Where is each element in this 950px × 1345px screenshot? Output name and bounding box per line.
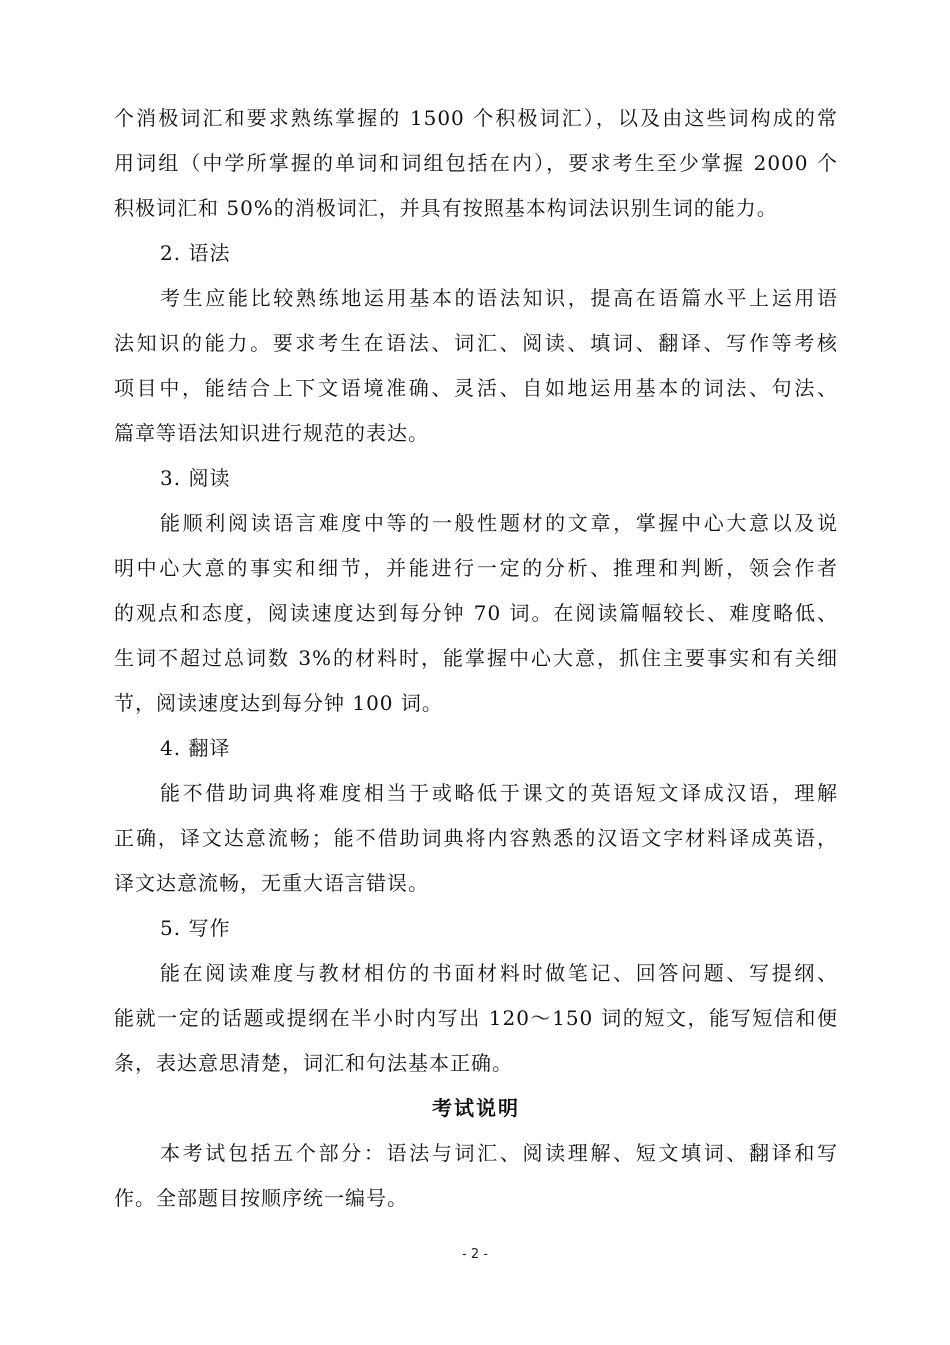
paragraph-line: 法知识的能力。要求考生在语法、词汇、阅读、填词、翻译、写作等考核: [114, 331, 838, 355]
paragraph-line: 能在阅读难度与教材相仿的书面材料时做笔记、回答问题、写提纲、: [160, 961, 838, 985]
section-heading-translation: 4. 翻译: [160, 736, 231, 760]
section-heading-grammar: 2. 语法: [160, 241, 231, 265]
paragraph-line: 能就一定的话题或提纲在半小时内写出 120～150 词的短文，能写短信和便: [114, 1006, 838, 1030]
section-heading-writing: 5. 写作: [160, 916, 231, 940]
paragraph-line: 明中心大意的事实和细节，并能进行一定的分析、推理和判断，领会作者: [114, 556, 838, 580]
section-heading-reading: 3. 阅读: [160, 466, 231, 490]
paragraph-line: 能不借助词典将难度相当于或略低于课文的英语短文译成汉语，理解: [160, 781, 838, 805]
paragraph-line: 正确，译文达意流畅；能不借助词典将内容熟悉的汉语文字材料译成英语，: [114, 826, 838, 850]
page-number: - 2 -: [462, 1247, 488, 1262]
paragraph-line: 篇章等语法知识进行规范的表达。: [114, 421, 429, 445]
paragraph-line: 用词组（中学所掌握的单词和词组包括在内），要求考生至少掌握 2000 个: [114, 151, 838, 175]
paragraph-line: 能顺利阅读语言难度中等的一般性题材的文章，掌握中心大意以及说: [160, 511, 838, 535]
paragraph-line: 条，表达意思清楚，词汇和句法基本正确。: [114, 1051, 513, 1075]
paragraph-line: 作。全部题目按顺序统一编号。: [114, 1186, 408, 1210]
document-body: [114, 96, 838, 1221]
paragraph-line: 生词不超过总词数 3%的材料时，能掌握中心大意，抓住主要事实和有关细: [114, 646, 838, 670]
section-title-exam-description: 考试说明: [432, 1096, 520, 1120]
paragraph-line: 考生应能比较熟练地运用基本的语法知识，提高在语篇水平上运用语: [160, 286, 838, 310]
paragraph-line: 个消极词汇和要求熟练掌握的 1500 个积极词汇），以及由这些词构成的常: [114, 106, 838, 130]
paragraph-line: 本考试包括五个部分：语法与词汇、阅读理解、短文填词、翻译和写: [160, 1141, 838, 1165]
paragraph-line: 积极词汇和 50%的消极词汇，并具有按照基本构词法识别生词的能力。: [114, 196, 778, 220]
paragraph-line: 节，阅读速度达到每分钟 100 词。: [114, 691, 443, 715]
paragraph-line: 译文达意流畅，无重大语言错误。: [114, 871, 429, 895]
paragraph-line: 的观点和态度，阅读速度达到每分钟 70 词。在阅读篇幅较长、难度略低、: [114, 601, 838, 625]
paragraph-line: 项目中，能结合上下文语境准确、灵活、自如地运用基本的词法、句法、: [114, 376, 838, 400]
